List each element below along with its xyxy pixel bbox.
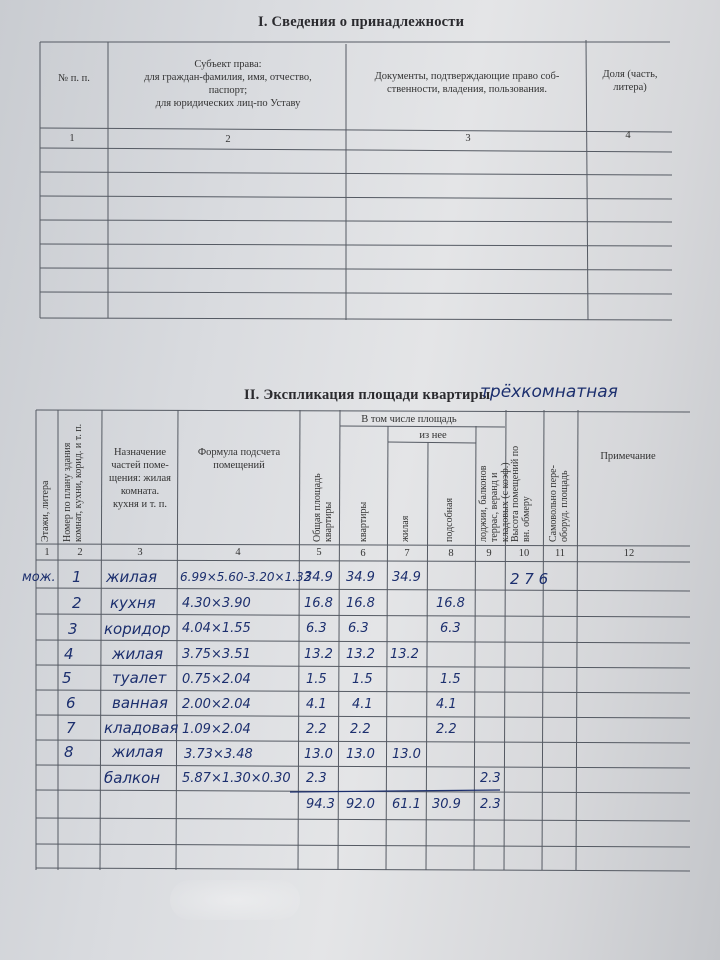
room-total: 13.0 [304,747,333,762]
s1-col-number: 2 [225,134,231,145]
auxiliary-header: подсобная [444,497,455,542]
room-number-header: Номер по плану здания комнат, кухни, корид. и т. п. [62,423,84,542]
total-area-header: Общая площадь квартиры [312,473,334,542]
section2-title: II. Экспликация площади квартиры [244,387,491,403]
loggia-header: лоджии, балконов террас, веранд и кладовых (с коэф.) [478,462,511,542]
room-loggia: 2.3 [480,771,501,786]
room-total: 6.3 [306,621,327,636]
living-area-sum: 61.1 [392,797,421,812]
room-number: 1 [72,568,82,586]
room-name: жилая [112,645,164,663]
apartments-header: квартиры [358,501,369,542]
height-header: Высота помещений по вн. обмеру [510,445,532,542]
s2-col-number: 5 [316,547,322,558]
room-apt: 34.9 [346,570,375,585]
section1-title: I. Сведения о принадлежности [258,14,465,30]
room-formula: 2.00×2.04 [182,697,251,712]
room-living: 13.0 [392,747,421,762]
room-name: балкон [104,769,161,787]
incl-area-header: В том числе площадь [361,414,457,425]
faded-stamp [170,880,300,920]
room-total: 16.8 [304,596,333,611]
room-formula: 3.75×3.51 [182,647,251,662]
room-number: 7 [66,719,76,737]
room-apt: 6.3 [348,621,369,636]
room-formula: 0.75×2.04 [182,672,251,687]
room-apt: 13.0 [346,747,375,762]
room-name: кладовая [104,719,179,737]
room-formula: 4.30×3.90 [182,596,251,611]
room-apt: 16.8 [346,596,375,611]
s2-col-number: 9 [486,548,492,559]
room-number: 2 [72,594,82,612]
room-name: кухня [110,594,156,612]
room-name: ванная [112,694,168,712]
loggia-area-sum: 2.3 [480,797,501,812]
s1-col-number: 1 [69,133,75,144]
room-number: 6 [66,694,76,712]
room-formula: 5.87×1.30×0.30 [182,771,291,786]
room-apt: 13.2 [346,647,375,662]
room-formula: 1.09×2.04 [182,722,251,737]
formula-header: Формула подсчета помещений [197,447,281,471]
s2-col-number: 6 [360,548,366,559]
room-aux: 4.1 [436,697,457,712]
s2-col-number: 10 [518,548,530,559]
s2-col-number: 12 [623,548,635,559]
room-formula: 4.04×1.55 [182,621,251,636]
purpose-header: Назначение частей поме- щения: жилая комната. кухня и т. п. [109,447,171,510]
col-subject-header: Субъект права: для граждан-фамилия, имя, отчество, паспорт; для юридических лиц-по Уставу [144,59,312,109]
col-share-header: Доля (часть, литера) [602,69,658,93]
living-header: жилая [400,515,411,542]
apartment-type-handwritten: трёхкомнатная [480,382,618,402]
apt-area-sum: 92.0 [346,797,375,812]
room-living: 13.2 [390,647,419,662]
floor-label-handwritten: мож. [22,570,56,585]
s1-col-number: 4 [625,130,631,141]
room-number: 4 [64,645,74,663]
s1-col-number: 3 [465,133,471,144]
room-aux: 2.2 [436,722,457,737]
room-total: 4.1 [306,697,327,712]
self-built-header: Самовольно пере- оборуд. площадь [548,465,570,542]
room-total: 34.9 [304,570,333,585]
room-aux: 16.8 [436,596,465,611]
room-number: 3 [68,620,78,638]
height-value-handwritten: 2 7 6 [510,570,549,588]
room-living: 34.9 [392,570,421,585]
from-it-header: из нее [419,430,447,441]
s2-col-number: 4 [235,547,241,558]
room-total: 2.2 [306,722,327,737]
room-apt: 4.1 [352,697,373,712]
s2-col-number: 7 [404,548,410,559]
room-aux: 6.3 [440,621,461,636]
room-number: 5 [62,669,72,687]
s2-col-number: 2 [77,547,83,558]
s2-col-number: 3 [137,547,143,558]
note-header: Примечание [600,451,656,462]
s2-col-number: 11 [554,548,566,559]
room-apt: 2.2 [350,722,371,737]
aux-area-sum: 30.9 [432,797,461,812]
s2-col-number: 1 [44,547,50,558]
total-area-sum: 94.3 [306,797,335,812]
room-apt: 1.5 [352,672,373,687]
room-name: жилая [112,743,164,761]
col-documents-header: Документы, подтверждающие право соб- ственности, владения, пользования. [374,71,560,95]
room-total: 1.5 [306,672,327,687]
room-formula: 3.73×3.48 [184,747,253,762]
room-number: 8 [64,743,74,761]
room-name: коридор [104,620,171,638]
room-formula: 6.99×5.60-3.20×1.32 [180,570,312,584]
room-name: туалет [112,669,167,687]
room-name: жилая [106,568,158,586]
room-total: 2.3 [306,771,327,786]
col-number-header: № п. п. [58,73,90,84]
room-aux: 1.5 [440,672,461,687]
s2-col-number: 8 [448,548,454,559]
floor-header: Этажи, литера [40,480,51,542]
room-total: 13.2 [304,647,333,662]
